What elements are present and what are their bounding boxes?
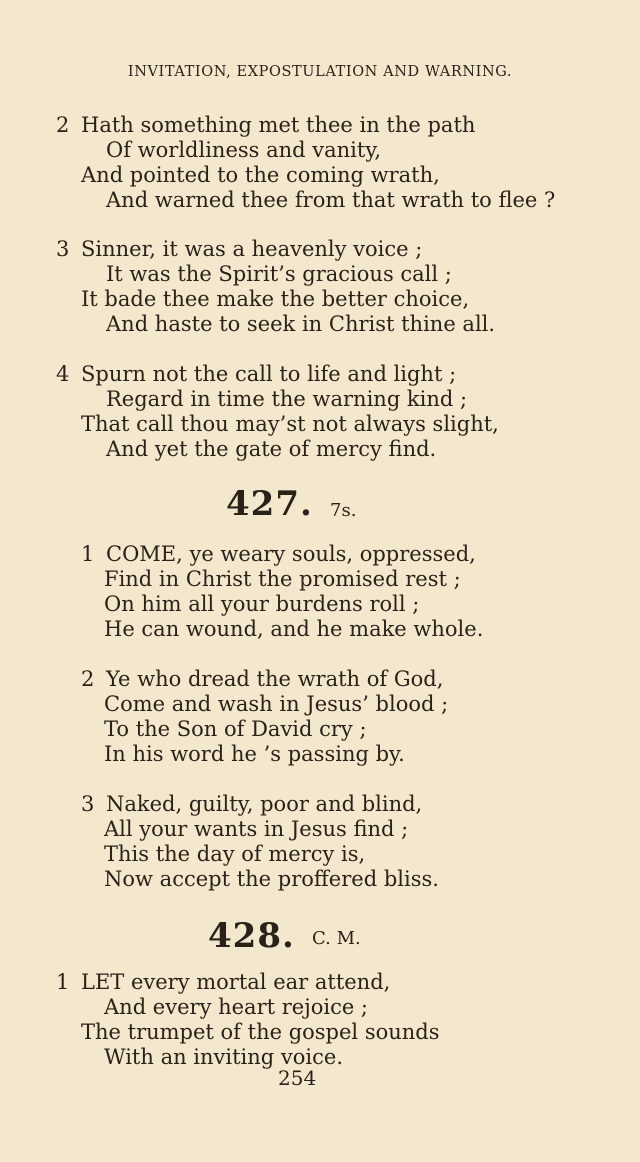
verse-line: Hath something met thee in the path	[81, 113, 476, 137]
verse-line: And haste to seek in Christ thine all.	[106, 312, 496, 336]
verse-line: Of worldliness and vanity,	[106, 138, 382, 162]
verse-line: Naked, guilty, poor and blind,	[106, 792, 423, 816]
verse-line: He can wound, and he make whole.	[104, 617, 484, 641]
verse-line: Ye who dread the wrath of God,	[106, 667, 444, 691]
verse-line: Find in Christ the promised rest ;	[104, 567, 461, 591]
verse-line: And pointed to the coming wrath,	[81, 163, 440, 187]
stanza-number: 3	[81, 792, 95, 816]
verse-line: And yet the gate of mercy find.	[106, 437, 437, 461]
verse-line: And warned thee from that wrath to flee ?	[106, 188, 556, 212]
verse-line: Sinner, it was a heavenly voice ;	[81, 237, 423, 261]
verse-line: COME, ye weary souls, oppressed,	[106, 542, 476, 566]
verse-line: And every heart rejoice ;	[104, 995, 369, 1019]
running-header: INVITATION, EXPOSTULATION AND WARNING.	[127, 64, 513, 80]
page-number: 254	[278, 1066, 317, 1090]
stanza-number: 1	[56, 970, 70, 994]
hymn-meter-427: 7s.	[330, 500, 357, 521]
verse-line: In his word he ’s passing by.	[104, 742, 405, 766]
stanza-number: 2	[81, 667, 95, 691]
verse-line: LET every mortal ear attend,	[81, 970, 391, 994]
stanza-number: 2	[56, 113, 70, 137]
verse-line: On him all your burdens roll ;	[104, 592, 420, 616]
stanza-number: 1	[81, 542, 95, 566]
verse-line: This the day of mercy is,	[104, 842, 366, 866]
verse-line: All your wants in Jesus find ;	[104, 817, 409, 841]
verse-line: Come and wash in Jesus’ blood ;	[104, 692, 449, 716]
verse-line: It bade thee make the better choice,	[81, 287, 470, 311]
verse-line: Spurn not the call to life and light ;	[81, 362, 457, 386]
verse-line: That call thou may’st not always slight,	[81, 412, 499, 436]
verse-line: Regard in time the warning kind ;	[106, 387, 468, 411]
stanza-number: 3	[56, 237, 70, 261]
verse-line: Now accept the proffered bliss.	[104, 867, 439, 891]
verse-line: It was the Spirit’s gracious call ;	[106, 262, 452, 286]
verse-line: The trumpet of the gospel sounds	[81, 1020, 440, 1044]
verse-line: With an inviting voice.	[104, 1045, 343, 1069]
hymn-meter-428: C. M.	[312, 928, 361, 949]
stanza-number: 4	[56, 362, 70, 386]
hymn-number-427: 427.	[226, 484, 313, 524]
hymn-number-428: 428.	[208, 916, 295, 956]
verse-line: To the Son of David cry ;	[104, 717, 367, 741]
